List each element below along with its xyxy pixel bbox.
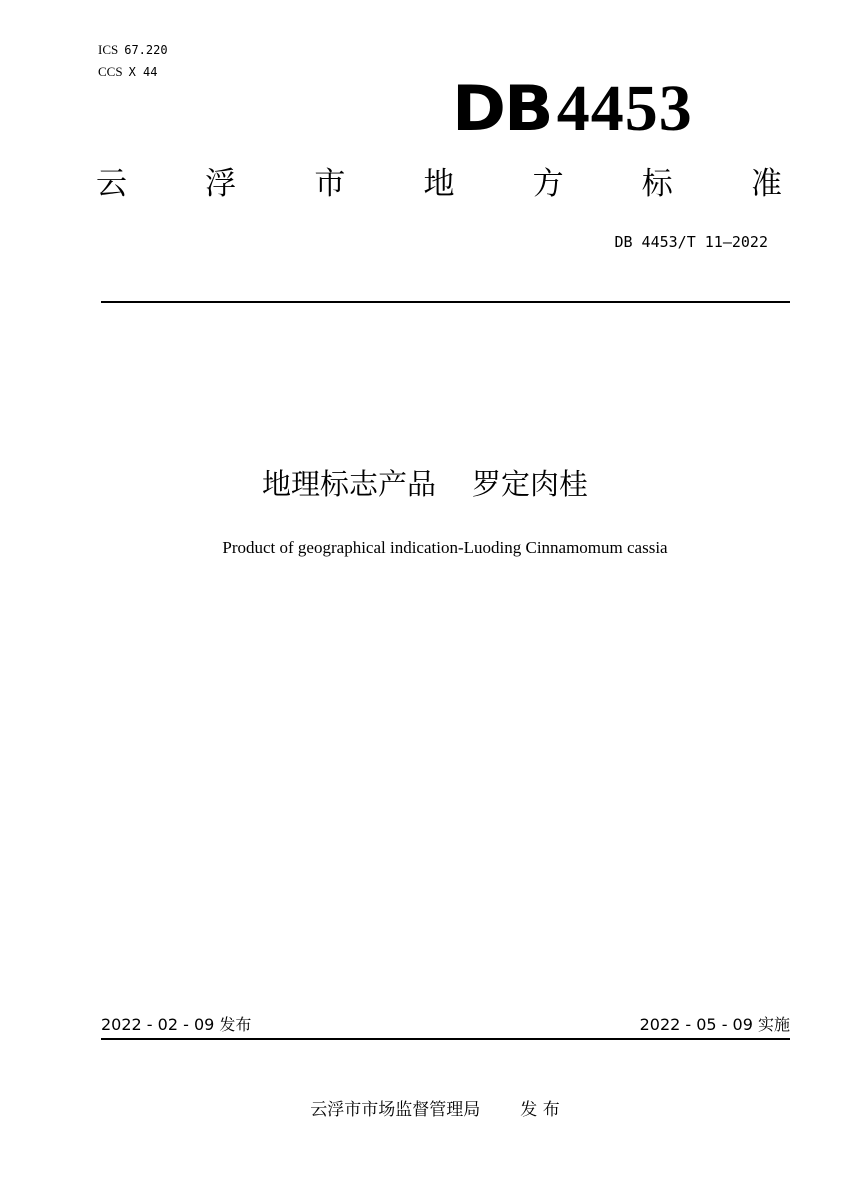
issuer-name: 云浮市市场监督管理局 xyxy=(310,1100,481,1120)
standard-type-char: 浮 xyxy=(205,166,237,202)
ics-code xyxy=(98,42,168,58)
standard-number: DB 4453/T 11—2022 xyxy=(614,233,768,251)
ics-label: ICS xyxy=(98,42,119,57)
db-logo-number: 4453 xyxy=(556,72,693,145)
issuer-line xyxy=(0,1098,850,1122)
db-logo xyxy=(452,72,693,145)
bottom-divider xyxy=(101,1038,790,1040)
ccs-label: CCS xyxy=(98,64,123,79)
ccs-value: X 44 xyxy=(128,65,158,79)
standard-type-char: 地 xyxy=(423,166,455,202)
standard-type-char: 云 xyxy=(96,166,127,202)
publish-date: 2022 - 02 - 09 发布 xyxy=(101,1015,252,1034)
implement-date: 2022 - 05 - 09 实施 xyxy=(639,1015,790,1034)
ics-value: 67.220 xyxy=(124,43,168,57)
standard-type-title xyxy=(96,162,782,206)
standard-type-char: 市 xyxy=(314,166,346,202)
document-title xyxy=(0,462,850,506)
top-divider xyxy=(101,301,790,303)
issuer-action: 发 布 xyxy=(520,1100,560,1120)
title-part-1: 地理标志产品 xyxy=(261,467,436,501)
title-part-2: 罗定肉桂 xyxy=(472,467,589,501)
db-logo-letters: DB xyxy=(452,72,552,145)
english-title: Product of geographical indication-Luoding Cinnamomum cassia xyxy=(222,538,668,557)
standard-type-char: 方 xyxy=(532,166,564,202)
standard-type-char: 标 xyxy=(641,166,673,202)
standard-type-char: 准 xyxy=(750,166,782,202)
ccs-code xyxy=(98,64,157,80)
